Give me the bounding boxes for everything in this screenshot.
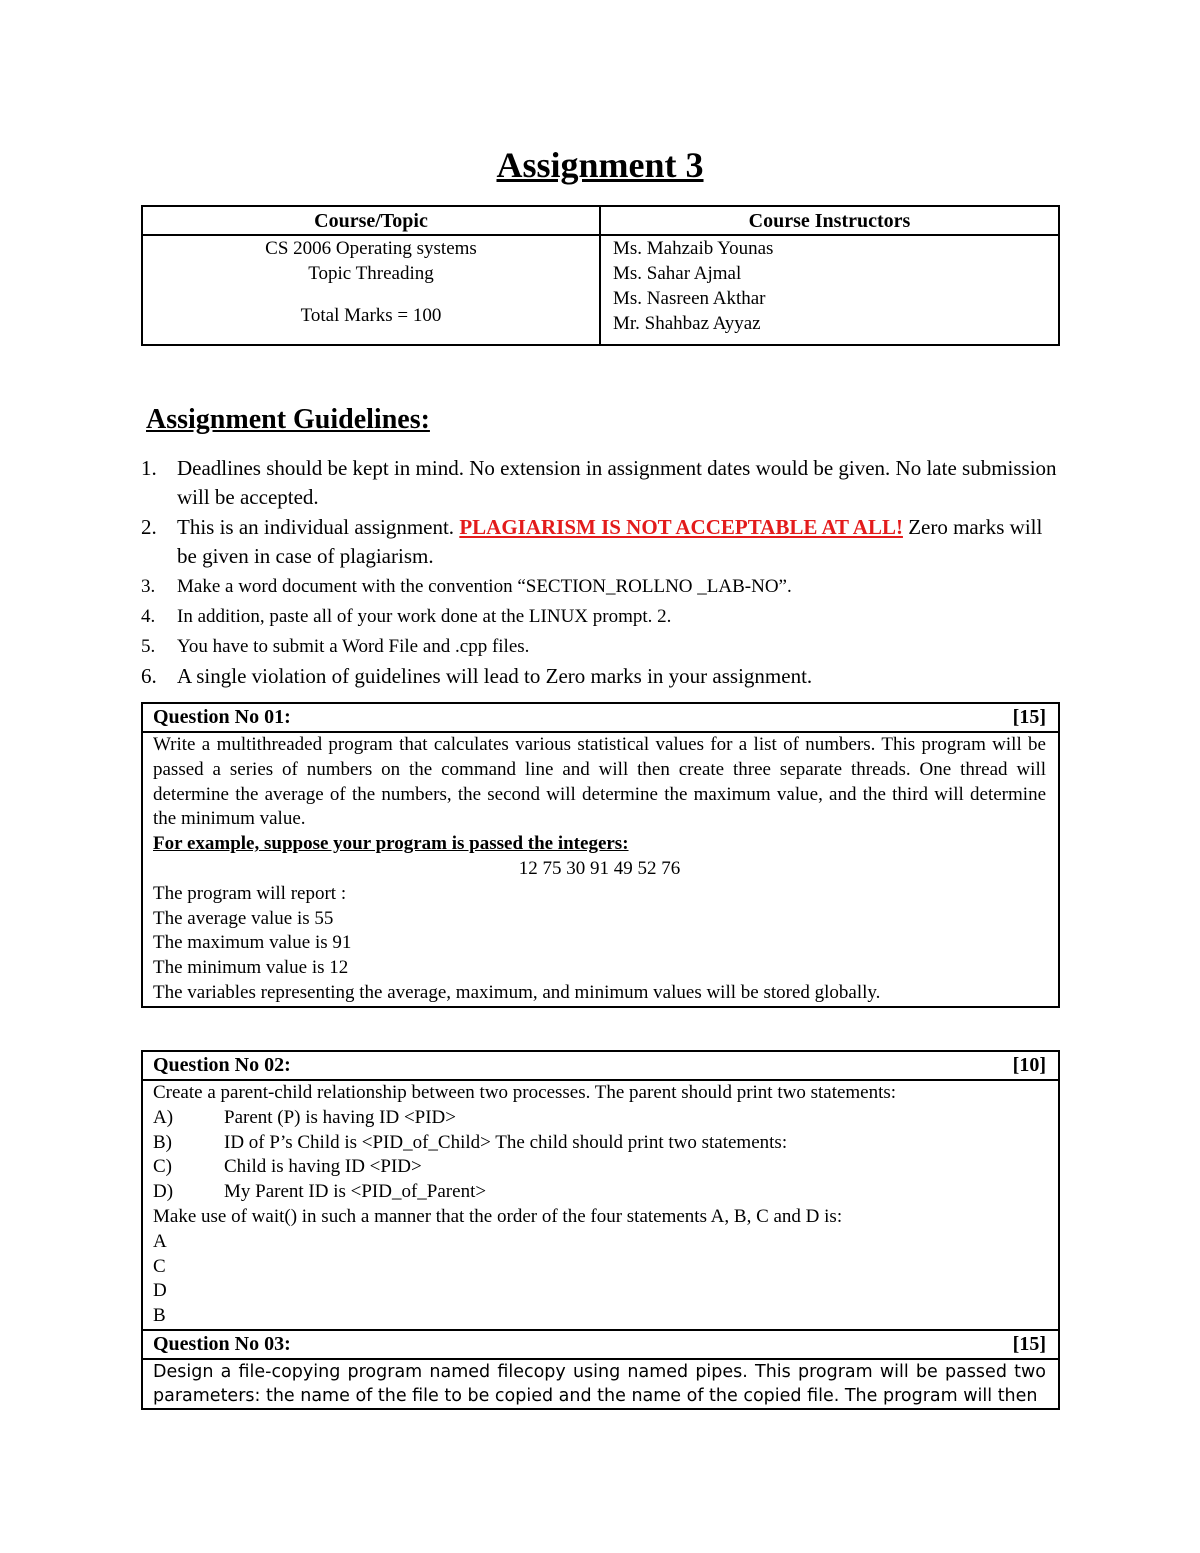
page-title: Assignment 3 bbox=[496, 145, 704, 185]
guideline-item bbox=[141, 602, 1061, 631]
statement-option bbox=[153, 1155, 1046, 1180]
report-line: The variables representing the average, maximum, and minimum values will be stored globally. bbox=[153, 981, 881, 1003]
guideline-number: 3. bbox=[141, 576, 156, 597]
question-title: Question No 02: bbox=[153, 1054, 291, 1076]
instructor-name: Ms. Sahar Ajmal bbox=[613, 263, 742, 284]
question-1-header bbox=[143, 704, 1058, 733]
guideline-text: This is an individual assignment. bbox=[177, 515, 460, 539]
order-instruction: Make use of wait() in such a manner that the order of the four statements A, B, C and D is: bbox=[153, 1205, 843, 1227]
course-instructors-header: Course Instructors bbox=[601, 207, 1058, 236]
statement-option bbox=[153, 1180, 1046, 1205]
guideline-text: Zero marks will be given in case of plagiarism. bbox=[177, 515, 1043, 568]
guidelines-heading: Assignment Guidelines: bbox=[146, 404, 430, 435]
option-label: A) bbox=[153, 1106, 174, 1128]
question-3-body bbox=[143, 1360, 1058, 1408]
course-instructors-column bbox=[601, 207, 1058, 344]
total-marks: Total Marks = 100 bbox=[300, 305, 442, 326]
option-label: C) bbox=[153, 1156, 172, 1178]
question-intro: Create a parent-child relationship between two processes. The parent should print two statements: bbox=[153, 1082, 897, 1103]
guideline-number: 2. bbox=[141, 515, 157, 539]
report-line: The program will report : bbox=[153, 882, 347, 904]
guideline-text: Make a word document with the convention “SECTION_ROLLNO _LAB-NO”. bbox=[177, 576, 792, 597]
question-2-box bbox=[141, 1050, 1060, 1410]
course-topic-column bbox=[143, 207, 601, 344]
report-line: The average value is 55 bbox=[153, 907, 334, 929]
option-label: B) bbox=[153, 1131, 172, 1153]
order-item: C bbox=[153, 1255, 166, 1277]
question-marks: [10] bbox=[1012, 1054, 1046, 1076]
instructor-name: Mr. Shahbaz Ayyaz bbox=[613, 313, 761, 334]
option-text: Child is having ID <PID> bbox=[224, 1156, 422, 1178]
guideline-text: In addition, paste all of your work done at the LINUX prompt. 2. bbox=[177, 606, 672, 627]
guideline-number: 1. bbox=[141, 456, 157, 480]
question-1-body bbox=[143, 733, 1058, 1006]
order-item: A bbox=[153, 1230, 167, 1252]
guideline-number: 6. bbox=[141, 664, 157, 688]
guideline-text: You have to submit a Word File and .cpp files. bbox=[177, 636, 530, 657]
guideline-item bbox=[141, 572, 1061, 601]
guidelines-list bbox=[141, 454, 1061, 692]
question-description: Write a multithreaded program that calculates various statistical values for a list of numbers. This program will be passed a series of numbers on the command line and will then create three separate threads. One thread will determine the average of the numbers, the second will determine the maximum value, and the third will determine the minimum value. bbox=[153, 734, 1046, 830]
instructor-name: Ms. Mahzaib Younas bbox=[613, 238, 774, 259]
question-1-box bbox=[141, 702, 1060, 1008]
report-line: The maximum value is 91 bbox=[153, 932, 352, 954]
question-title: Question No 01: bbox=[153, 706, 291, 728]
statement-option bbox=[153, 1106, 1046, 1131]
guideline-text: A single violation of guidelines will lead to Zero marks in your assignment. bbox=[177, 664, 813, 688]
order-item: B bbox=[153, 1305, 166, 1327]
plagiarism-warning: PLAGIARISM IS NOT ACCEPTABLE AT ALL! bbox=[459, 515, 903, 539]
guideline-item bbox=[141, 454, 1061, 512]
guideline-item bbox=[141, 662, 1061, 691]
option-text: ID of P’s Child is <PID_of_Child> The child should print two statements: bbox=[224, 1131, 788, 1153]
question-2-body bbox=[143, 1081, 1058, 1329]
question-3-header bbox=[143, 1329, 1058, 1360]
instructor-name: Ms. Nasreen Akthar bbox=[613, 288, 766, 309]
guideline-text: Deadlines should be kept in mind. No extension in assignment dates would be given. No late submission will be accepted. bbox=[177, 456, 1057, 509]
course-topic-header: Course/Topic bbox=[143, 207, 599, 236]
report-line: The minimum value is 12 bbox=[153, 957, 349, 979]
question-description: Design a file-copying program named filecopy using named pipes. This program will be passed two parameters: the name of the file to be copied and the name of the copied file. The program will then bbox=[153, 1361, 1046, 1406]
option-text: Parent (P) is having ID <PID> bbox=[224, 1106, 456, 1128]
guideline-number: 4. bbox=[141, 606, 156, 627]
question-marks: [15] bbox=[1012, 1332, 1046, 1355]
example-heading: For example, suppose your program is passed the integers: bbox=[153, 833, 629, 855]
question-title: Question No 03: bbox=[153, 1332, 291, 1355]
course-name: CS 2006 Operating systems bbox=[265, 238, 477, 259]
statement-option bbox=[153, 1131, 1046, 1156]
guideline-number: 5. bbox=[141, 636, 156, 657]
course-table bbox=[141, 205, 1060, 346]
guideline-item bbox=[141, 632, 1061, 661]
option-text: My Parent ID is <PID_of_Parent> bbox=[224, 1181, 487, 1203]
question-marks: [15] bbox=[1012, 706, 1046, 728]
course-topic: Topic Threading bbox=[308, 263, 434, 284]
order-item: D bbox=[153, 1280, 167, 1302]
guideline-item bbox=[141, 513, 1061, 571]
question-2-header bbox=[143, 1052, 1058, 1081]
option-label: D) bbox=[153, 1181, 174, 1203]
example-integers: 12 75 30 91 49 52 76 bbox=[518, 857, 681, 879]
